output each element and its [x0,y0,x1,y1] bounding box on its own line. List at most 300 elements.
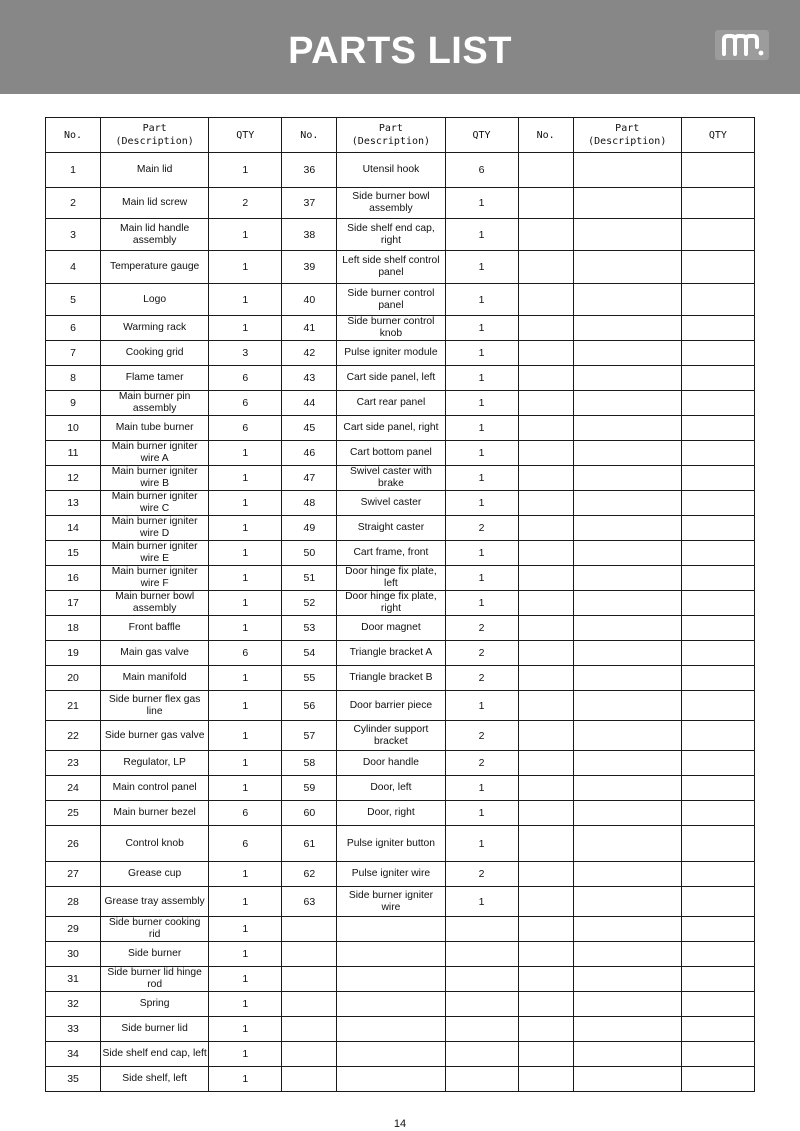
header-no: No. [282,118,337,153]
part-qty [445,942,518,967]
part-description: Grease tray assembly [101,887,209,917]
part-qty: 3 [209,341,282,366]
table-row [46,1067,755,1092]
empty-cell [681,887,754,917]
part-description: Cylinder support bracket [337,721,445,751]
empty-cell [681,491,754,516]
empty-cell [573,153,681,188]
part-description: Main burner igniter wire D [101,516,209,541]
part-description: Temperature gauge [101,251,209,284]
part-description: Main lid [101,153,209,188]
part-qty: 1 [209,967,282,992]
table-row [46,491,755,516]
empty-cell [573,1042,681,1067]
part-description: Logo [101,284,209,316]
part-description [337,1017,445,1042]
part-qty: 1 [209,466,282,491]
empty-cell [681,1067,754,1092]
empty-cell [518,188,573,219]
empty-cell [518,751,573,776]
part-qty: 2 [445,516,518,541]
part-qty [445,992,518,1017]
part-description: Main control panel [101,776,209,801]
empty-cell [681,942,754,967]
part-description: Regulator, LP [101,751,209,776]
part-description: Cooking grid [101,341,209,366]
part-qty: 2 [445,751,518,776]
empty-cell [573,887,681,917]
part-description: Triangle bracket B [337,666,445,691]
empty-cell [518,1067,573,1092]
part-description: Side burner igniter wire [337,887,445,917]
part-description: Main burner igniter wire B [101,466,209,491]
part-number: 48 [282,491,337,516]
part-description: Door, right [337,801,445,826]
empty-cell [681,219,754,251]
part-description: Door hinge fix plate, right [337,591,445,616]
part-number: 51 [282,566,337,591]
part-qty: 6 [445,153,518,188]
part-description: Main burner igniter wire A [101,441,209,466]
part-qty [445,967,518,992]
empty-cell [573,591,681,616]
empty-cell [681,591,754,616]
empty-cell [681,441,754,466]
part-description: Side burner [101,942,209,967]
table-row [46,992,755,1017]
table-row [46,366,755,391]
part-number: 60 [282,801,337,826]
part-number: 56 [282,691,337,721]
part-qty: 1 [445,566,518,591]
part-number: 24 [46,776,101,801]
page-number: 14 [393,1118,407,1130]
part-number: 15 [46,541,101,566]
empty-cell [681,516,754,541]
part-qty: 1 [209,666,282,691]
part-description: Warming rack [101,316,209,341]
part-number: 5 [46,284,101,316]
part-description: Cart bottom panel [337,441,445,466]
part-qty: 1 [209,862,282,887]
empty-cell [573,466,681,491]
part-number: 42 [282,341,337,366]
empty-cell [573,992,681,1017]
header-no: No. [518,118,573,153]
part-number: 59 [282,776,337,801]
part-description: Pulse igniter wire [337,862,445,887]
table-row [46,1017,755,1042]
part-qty: 1 [209,721,282,751]
part-description: Spring [101,992,209,1017]
part-qty: 1 [445,341,518,366]
part-qty: 6 [209,366,282,391]
part-description: Side shelf end cap, right [337,219,445,251]
part-number: 17 [46,591,101,616]
part-number: 63 [282,887,337,917]
table-row [46,801,755,826]
part-description: Main burner pin assembly [101,391,209,416]
empty-cell [518,366,573,391]
part-number [282,1017,337,1042]
part-number: 57 [282,721,337,751]
part-qty: 6 [209,801,282,826]
empty-cell [573,516,681,541]
part-number: 53 [282,616,337,641]
empty-cell [573,691,681,721]
empty-cell [573,776,681,801]
table-row [46,751,755,776]
table-row [46,188,755,219]
part-qty: 1 [445,887,518,917]
table-row [46,566,755,591]
table-row [46,942,755,967]
part-number: 61 [282,826,337,862]
part-qty: 1 [445,491,518,516]
table-row [46,416,755,441]
empty-cell [573,641,681,666]
empty-cell [573,491,681,516]
part-qty: 1 [209,942,282,967]
empty-cell [518,1017,573,1042]
empty-cell [681,776,754,801]
part-description: Side burner lid hinge rod [101,967,209,992]
part-number: 34 [46,1042,101,1067]
part-qty: 1 [445,416,518,441]
part-qty: 1 [209,591,282,616]
part-qty: 1 [209,691,282,721]
part-qty: 1 [445,691,518,721]
part-number: 52 [282,591,337,616]
empty-cell [518,967,573,992]
empty-cell [518,992,573,1017]
part-description: Main burner bowl assembly [101,591,209,616]
empty-cell [518,1042,573,1067]
part-description: Main lid handle assembly [101,219,209,251]
part-number: 47 [282,466,337,491]
part-number: 54 [282,641,337,666]
empty-cell [681,691,754,721]
part-description: Main gas valve [101,641,209,666]
table-row [46,721,755,751]
empty-cell [518,887,573,917]
part-number: 36 [282,153,337,188]
part-number [282,967,337,992]
empty-cell [681,284,754,316]
part-description: Door magnet [337,616,445,641]
part-qty: 6 [209,416,282,441]
part-description: Control knob [101,826,209,862]
part-number: 19 [46,641,101,666]
part-qty: 1 [209,887,282,917]
table-row [46,466,755,491]
part-qty: 1 [445,188,518,219]
part-number [282,1042,337,1067]
empty-cell [573,751,681,776]
part-description: Triangle bracket A [337,641,445,666]
empty-cell [681,1042,754,1067]
parts-table-body [46,153,755,1092]
empty-cell [573,391,681,416]
empty-cell [681,251,754,284]
part-qty: 1 [209,1042,282,1067]
part-number: 27 [46,862,101,887]
part-description: Side burner gas valve [101,721,209,751]
table-row [46,887,755,917]
empty-cell [573,1067,681,1092]
part-description: Main manifold [101,666,209,691]
part-number: 9 [46,391,101,416]
table-row [46,251,755,284]
part-qty: 6 [209,826,282,862]
part-qty: 1 [445,826,518,862]
part-number: 33 [46,1017,101,1042]
part-description: Flame tamer [101,366,209,391]
empty-cell [518,516,573,541]
header-no: No. [46,118,101,153]
part-qty: 1 [445,284,518,316]
empty-cell [573,316,681,341]
part-qty: 1 [209,251,282,284]
table-row [46,541,755,566]
part-description [337,942,445,967]
empty-cell [573,416,681,441]
part-description: Door handle [337,751,445,776]
part-description: Cart side panel, right [337,416,445,441]
part-description: Swivel caster [337,491,445,516]
empty-cell [518,566,573,591]
empty-cell [681,391,754,416]
part-description: Door hinge fix plate, left [337,566,445,591]
part-qty: 2 [445,721,518,751]
part-description: Cart frame, front [337,541,445,566]
empty-cell [573,666,681,691]
table-row [46,826,755,862]
part-number: 28 [46,887,101,917]
part-qty: 1 [445,251,518,284]
part-qty: 1 [445,591,518,616]
table-row [46,1042,755,1067]
empty-cell [681,862,754,887]
empty-cell [518,862,573,887]
empty-cell [518,801,573,826]
part-qty: 1 [209,153,282,188]
part-number: 7 [46,341,101,366]
empty-cell [518,691,573,721]
part-number [282,917,337,942]
empty-cell [681,153,754,188]
empty-cell [518,591,573,616]
part-qty: 1 [209,516,282,541]
part-description: Side burner bowl assembly [337,188,445,219]
header-qty: QTY [445,118,518,153]
part-number: 29 [46,917,101,942]
header-part-description: Part (Description) [337,118,445,153]
table-row [46,776,755,801]
part-number [282,942,337,967]
part-number: 14 [46,516,101,541]
part-qty: 1 [445,316,518,341]
part-description: Main lid screw [101,188,209,219]
empty-cell [518,284,573,316]
part-number: 18 [46,616,101,641]
part-qty: 1 [445,801,518,826]
part-description: Door barrier piece [337,691,445,721]
part-number: 38 [282,219,337,251]
part-qty: 1 [445,776,518,801]
empty-cell [518,616,573,641]
part-qty [445,1067,518,1092]
part-number: 12 [46,466,101,491]
part-description: Pulse igniter module [337,341,445,366]
empty-cell [518,491,573,516]
part-qty: 1 [445,391,518,416]
part-number: 3 [46,219,101,251]
empty-cell [573,219,681,251]
part-qty: 1 [209,316,282,341]
part-qty: 1 [445,366,518,391]
part-qty: 2 [209,188,282,219]
part-description: Side shelf, left [101,1067,209,1092]
empty-cell [518,826,573,862]
part-description [337,1042,445,1067]
part-description: Left side shelf control panel [337,251,445,284]
part-description: Main burner igniter wire C [101,491,209,516]
empty-cell [518,541,573,566]
part-qty [445,1017,518,1042]
part-number: 4 [46,251,101,284]
part-description: Pulse igniter button [337,826,445,862]
empty-cell [681,666,754,691]
empty-cell [518,251,573,284]
empty-cell [681,751,754,776]
part-description: Front baffle [101,616,209,641]
part-description [337,917,445,942]
part-description: Main burner bezel [101,801,209,826]
part-qty: 1 [209,776,282,801]
empty-cell [518,341,573,366]
part-number [282,992,337,1017]
part-number: 50 [282,541,337,566]
empty-cell [573,862,681,887]
part-description: Cart side panel, left [337,366,445,391]
table-row [46,967,755,992]
table-row [46,917,755,942]
empty-cell [573,1017,681,1042]
table-row [46,862,755,887]
part-description [337,992,445,1017]
part-qty: 2 [445,616,518,641]
part-description: Door, left [337,776,445,801]
part-number: 16 [46,566,101,591]
empty-cell [518,942,573,967]
empty-cell [573,441,681,466]
header-qty: QTY [209,118,282,153]
empty-cell [681,616,754,641]
part-number: 6 [46,316,101,341]
empty-cell [681,826,754,862]
page-title: PARTS LIST [288,30,512,72]
part-number: 26 [46,826,101,862]
table-row [46,316,755,341]
part-description: Cart rear panel [337,391,445,416]
empty-cell [573,541,681,566]
header-part-description: Part (Description) [573,118,681,153]
empty-cell [518,441,573,466]
part-number: 20 [46,666,101,691]
empty-cell [573,341,681,366]
part-qty: 1 [209,566,282,591]
part-number: 46 [282,441,337,466]
table-row [46,616,755,641]
empty-cell [681,341,754,366]
table-row [46,219,755,251]
empty-cell [573,826,681,862]
part-qty [445,1042,518,1067]
empty-cell [518,776,573,801]
header-part-description: Part (Description) [101,118,209,153]
part-description: Side burner control panel [337,284,445,316]
empty-cell [573,942,681,967]
part-description: Straight caster [337,516,445,541]
part-number: 22 [46,721,101,751]
part-qty: 1 [445,441,518,466]
part-number: 31 [46,967,101,992]
parts-table [45,117,755,1092]
part-number [282,1067,337,1092]
part-description: Grease cup [101,862,209,887]
empty-cell [681,1017,754,1042]
part-qty: 1 [209,491,282,516]
part-number: 11 [46,441,101,466]
empty-cell [681,917,754,942]
part-description: Side burner cooking rid [101,917,209,942]
part-qty: 2 [445,862,518,887]
part-qty: 1 [445,466,518,491]
part-number: 39 [282,251,337,284]
part-number: 43 [282,366,337,391]
part-description [337,967,445,992]
empty-cell [518,666,573,691]
table-row [46,284,755,316]
part-qty: 6 [209,641,282,666]
table-row [46,153,755,188]
empty-cell [681,721,754,751]
empty-cell [573,917,681,942]
part-qty: 1 [445,541,518,566]
part-number: 1 [46,153,101,188]
empty-cell [681,541,754,566]
part-qty: 1 [209,917,282,942]
part-description: Side burner control knob [337,316,445,341]
empty-cell [573,721,681,751]
part-number: 23 [46,751,101,776]
empty-cell [681,566,754,591]
empty-cell [681,641,754,666]
part-number: 45 [282,416,337,441]
part-number: 55 [282,666,337,691]
part-description: Side shelf end cap, left [101,1042,209,1067]
part-description: Main burner igniter wire E [101,541,209,566]
part-description: Swivel caster with brake [337,466,445,491]
empty-cell [573,566,681,591]
empty-cell [573,284,681,316]
empty-cell [518,466,573,491]
empty-cell [518,641,573,666]
part-number: 8 [46,366,101,391]
part-qty: 1 [209,616,282,641]
part-number: 21 [46,691,101,721]
